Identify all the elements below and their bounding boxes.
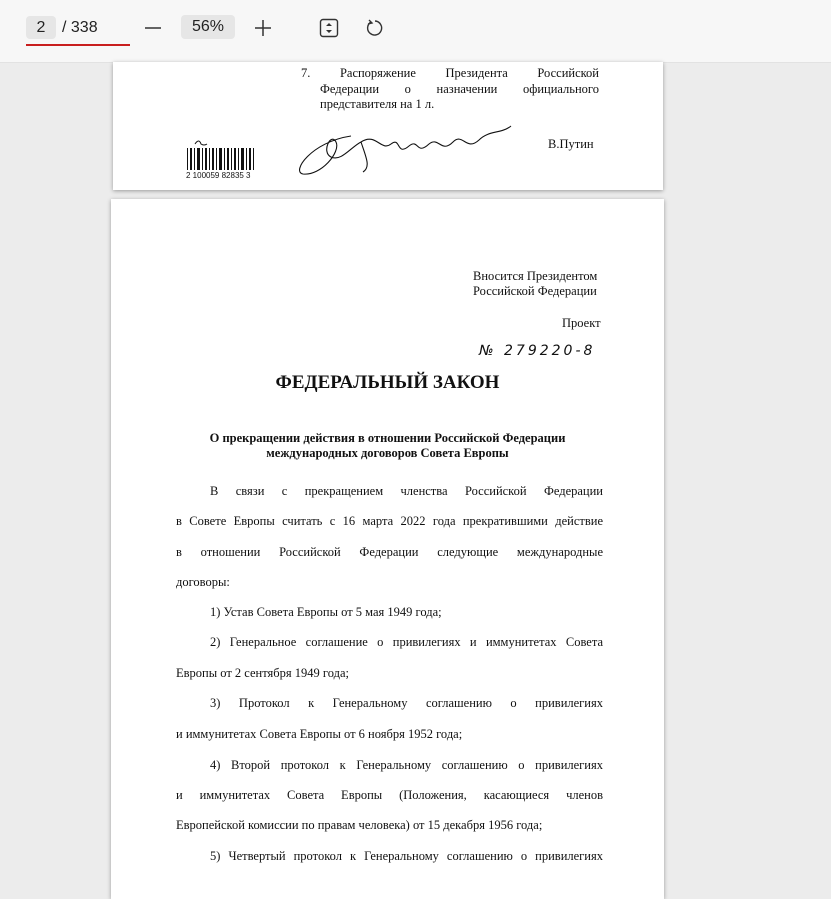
body-line: Европейской комиссии по правам человека) от 15 декабря 1956 года; [176, 818, 543, 832]
zoom-in-button[interactable] [249, 14, 277, 42]
submitted-by: Российской Федерации [473, 284, 597, 298]
body-line: 3) Протокол к Генеральному соглашению о привилегиях [210, 696, 603, 710]
minus-icon [144, 19, 162, 37]
body-line: договоры: [176, 575, 230, 589]
page-input-underline [26, 44, 130, 46]
pdf-toolbar [0, 0, 831, 63]
barcode-number: 2 100059 82835 3 [186, 171, 251, 180]
body-line: и иммунитетах Совета Европы от 6 ноября 1952 года; [176, 727, 463, 741]
item-line: Федерации о назначении официального [320, 82, 599, 96]
body-line: 2) Генеральное соглашение о привилегиях и иммунитетах Совета [210, 635, 603, 649]
zoom-level[interactable]: 56% [181, 15, 235, 39]
law-subtitle: международных договоров Совета Европы [266, 446, 509, 460]
body-line: Европы от 2 сентября 1949 года; [176, 666, 349, 680]
page-total: / 338 [62, 19, 98, 36]
rotate-icon [365, 18, 385, 38]
signer-name: В.Путин [548, 137, 594, 151]
zoom-out-button[interactable] [139, 14, 167, 42]
body-line: в отношении Российской Федерации следующие международные [176, 545, 603, 559]
body-line: 4) Второй протокол к Генеральному соглашению о привилегиях [210, 758, 603, 772]
item-line: 7. Распоряжение Президента Российской [301, 66, 599, 80]
signature [291, 122, 521, 182]
draft-label: Проект [562, 316, 601, 330]
body-line: в Совете Европы считать с 16 марта 2022 года прекратившими действие [176, 514, 603, 528]
handwritten-number: № 279220-8 [479, 343, 596, 359]
body-line: В связи с прекращением членства Российской Федерации [210, 484, 603, 498]
body-line: и иммунитетах Совета Европы (Положения, касающиеся членов [176, 788, 603, 802]
item-line: представителя на 1 л. [320, 97, 435, 111]
page-number-input[interactable]: 2 [26, 16, 56, 39]
body-line: 1) Устав Совета Европы от 5 мая 1949 года; [210, 605, 442, 619]
pdf-page-2 [111, 199, 664, 899]
fit-page-icon [319, 18, 339, 38]
plus-icon [254, 19, 272, 37]
law-subtitle: О прекращении действия в отношении Российской Федерации [209, 431, 566, 445]
law-title: ФЕДЕРАЛЬНЫЙ ЗАКОН [275, 372, 500, 393]
fit-page-button[interactable] [315, 14, 343, 42]
rotate-button[interactable] [361, 14, 389, 42]
submitted-by: Вносится Президентом [473, 269, 598, 283]
body-line: 5) Четвертый протокол к Генеральному соглашению о привилегиях [210, 849, 603, 863]
pdf-page-1 [113, 62, 663, 190]
